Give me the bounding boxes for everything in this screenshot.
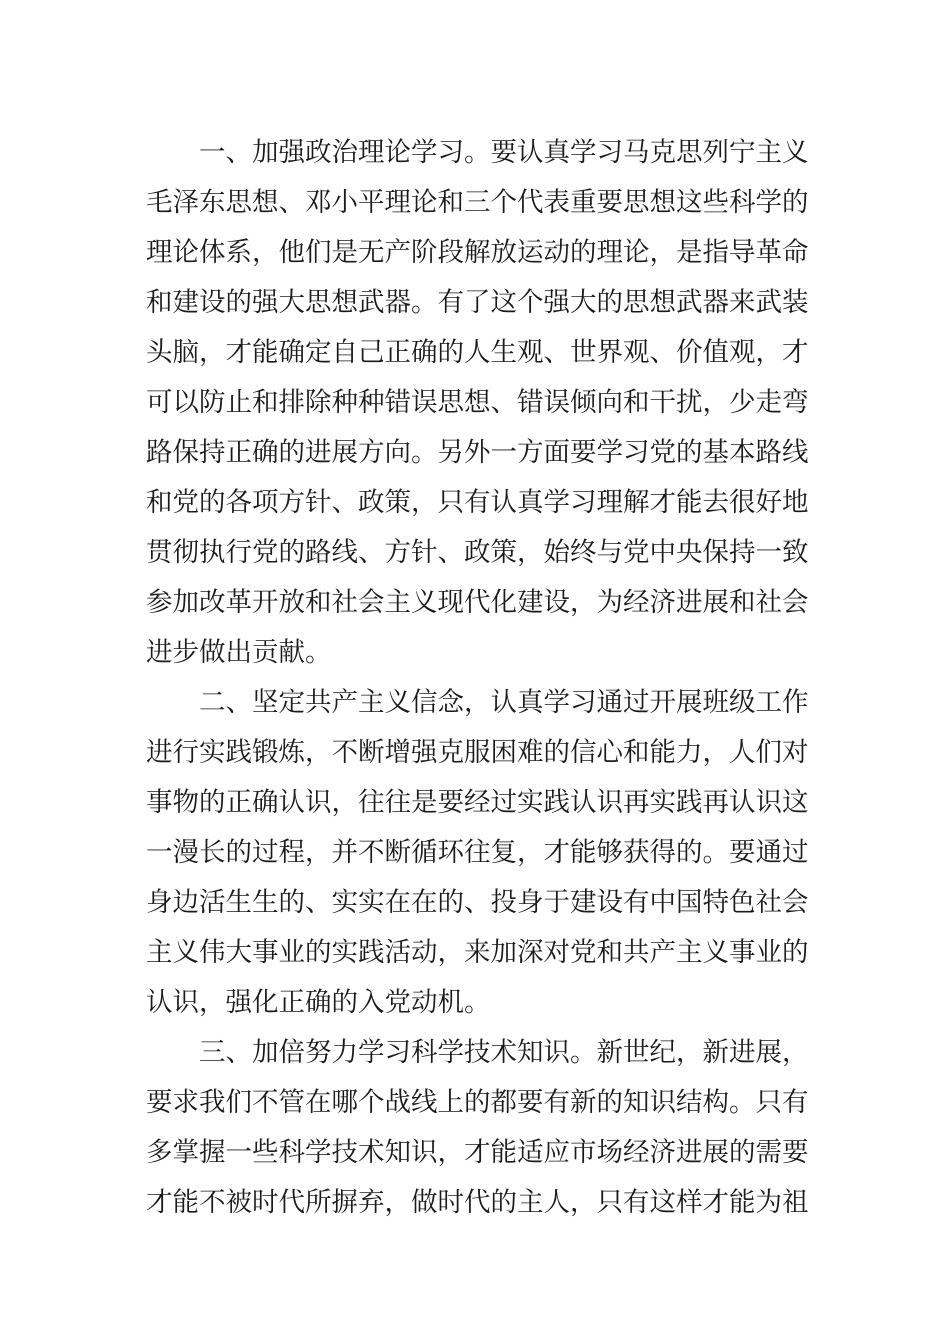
text-line: 主义伟大事业的实践活动，来加深对党和共产主义事业的 xyxy=(146,937,809,968)
text-line: 头脑，才能确定自己正确的人生观、世界观、价值观，才 xyxy=(146,337,809,368)
paragraph-1 xyxy=(146,128,809,678)
text-line: 事物的正确认识，往往是要经过实践认识再实践再认识这 xyxy=(146,787,809,818)
text-line: 一、加强政治理论学习。要认真学习马克思列宁主义 xyxy=(199,137,809,168)
text-line: 三、加倍努力学习科学技术知识。新世纪，新进展， xyxy=(199,1037,809,1068)
text-line: 身边活生生的、实实在在的、投身于建设有中国特色社会 xyxy=(146,887,809,918)
text-line: 毛泽东思想、邓小平理论和三个代表重要思想这些科学的 xyxy=(146,187,809,218)
text-line: 进步做出贡献。 xyxy=(146,637,332,668)
text-line: 贯彻执行党的路线、方针、政策，始终与党中央保持一致 xyxy=(146,537,809,568)
text-line: 一漫长的过程，并不断循环往复，才能够获得的。要通过 xyxy=(146,837,809,868)
text-line: 进行实践锻炼，不断增强克服困难的信心和能力，人们对 xyxy=(146,737,809,768)
paragraph-2 xyxy=(146,678,809,1028)
text-line: 和党的各项方针、政策，只有认真学习理解才能去很好地 xyxy=(146,487,809,518)
text-line: 可以防止和排除种种错误思想、错误倾向和干扰，少走弯 xyxy=(146,387,809,418)
text-line: 才能不被时代所摒弃，做时代的主人，只有这样才能为祖 xyxy=(146,1187,809,1218)
text-line: 二、坚定共产主义信念，认真学习通过开展班级工作 xyxy=(199,687,809,718)
text-line: 路保持正确的进展方向。另外一方面要学习党的基本路线 xyxy=(146,437,809,468)
text-line: 认识，强化正确的入党动机。 xyxy=(146,987,491,1018)
text-line: 参加改革开放和社会主义现代化建设，为经济进展和社会 xyxy=(146,587,809,618)
document-body xyxy=(146,128,809,1228)
text-line: 多掌握一些科学技术知识，才能适应市场经济进展的需要 xyxy=(146,1137,809,1168)
paragraph-3 xyxy=(146,1028,809,1228)
text-line: 理论体系，他们是无产阶段解放运动的理论，是指导革命 xyxy=(146,237,809,268)
text-line: 要求我们不管在哪个战线上的都要有新的知识结构。只有 xyxy=(146,1087,809,1118)
text-line: 和建设的强大思想武器。有了这个强大的思想武器来武装 xyxy=(146,287,809,318)
